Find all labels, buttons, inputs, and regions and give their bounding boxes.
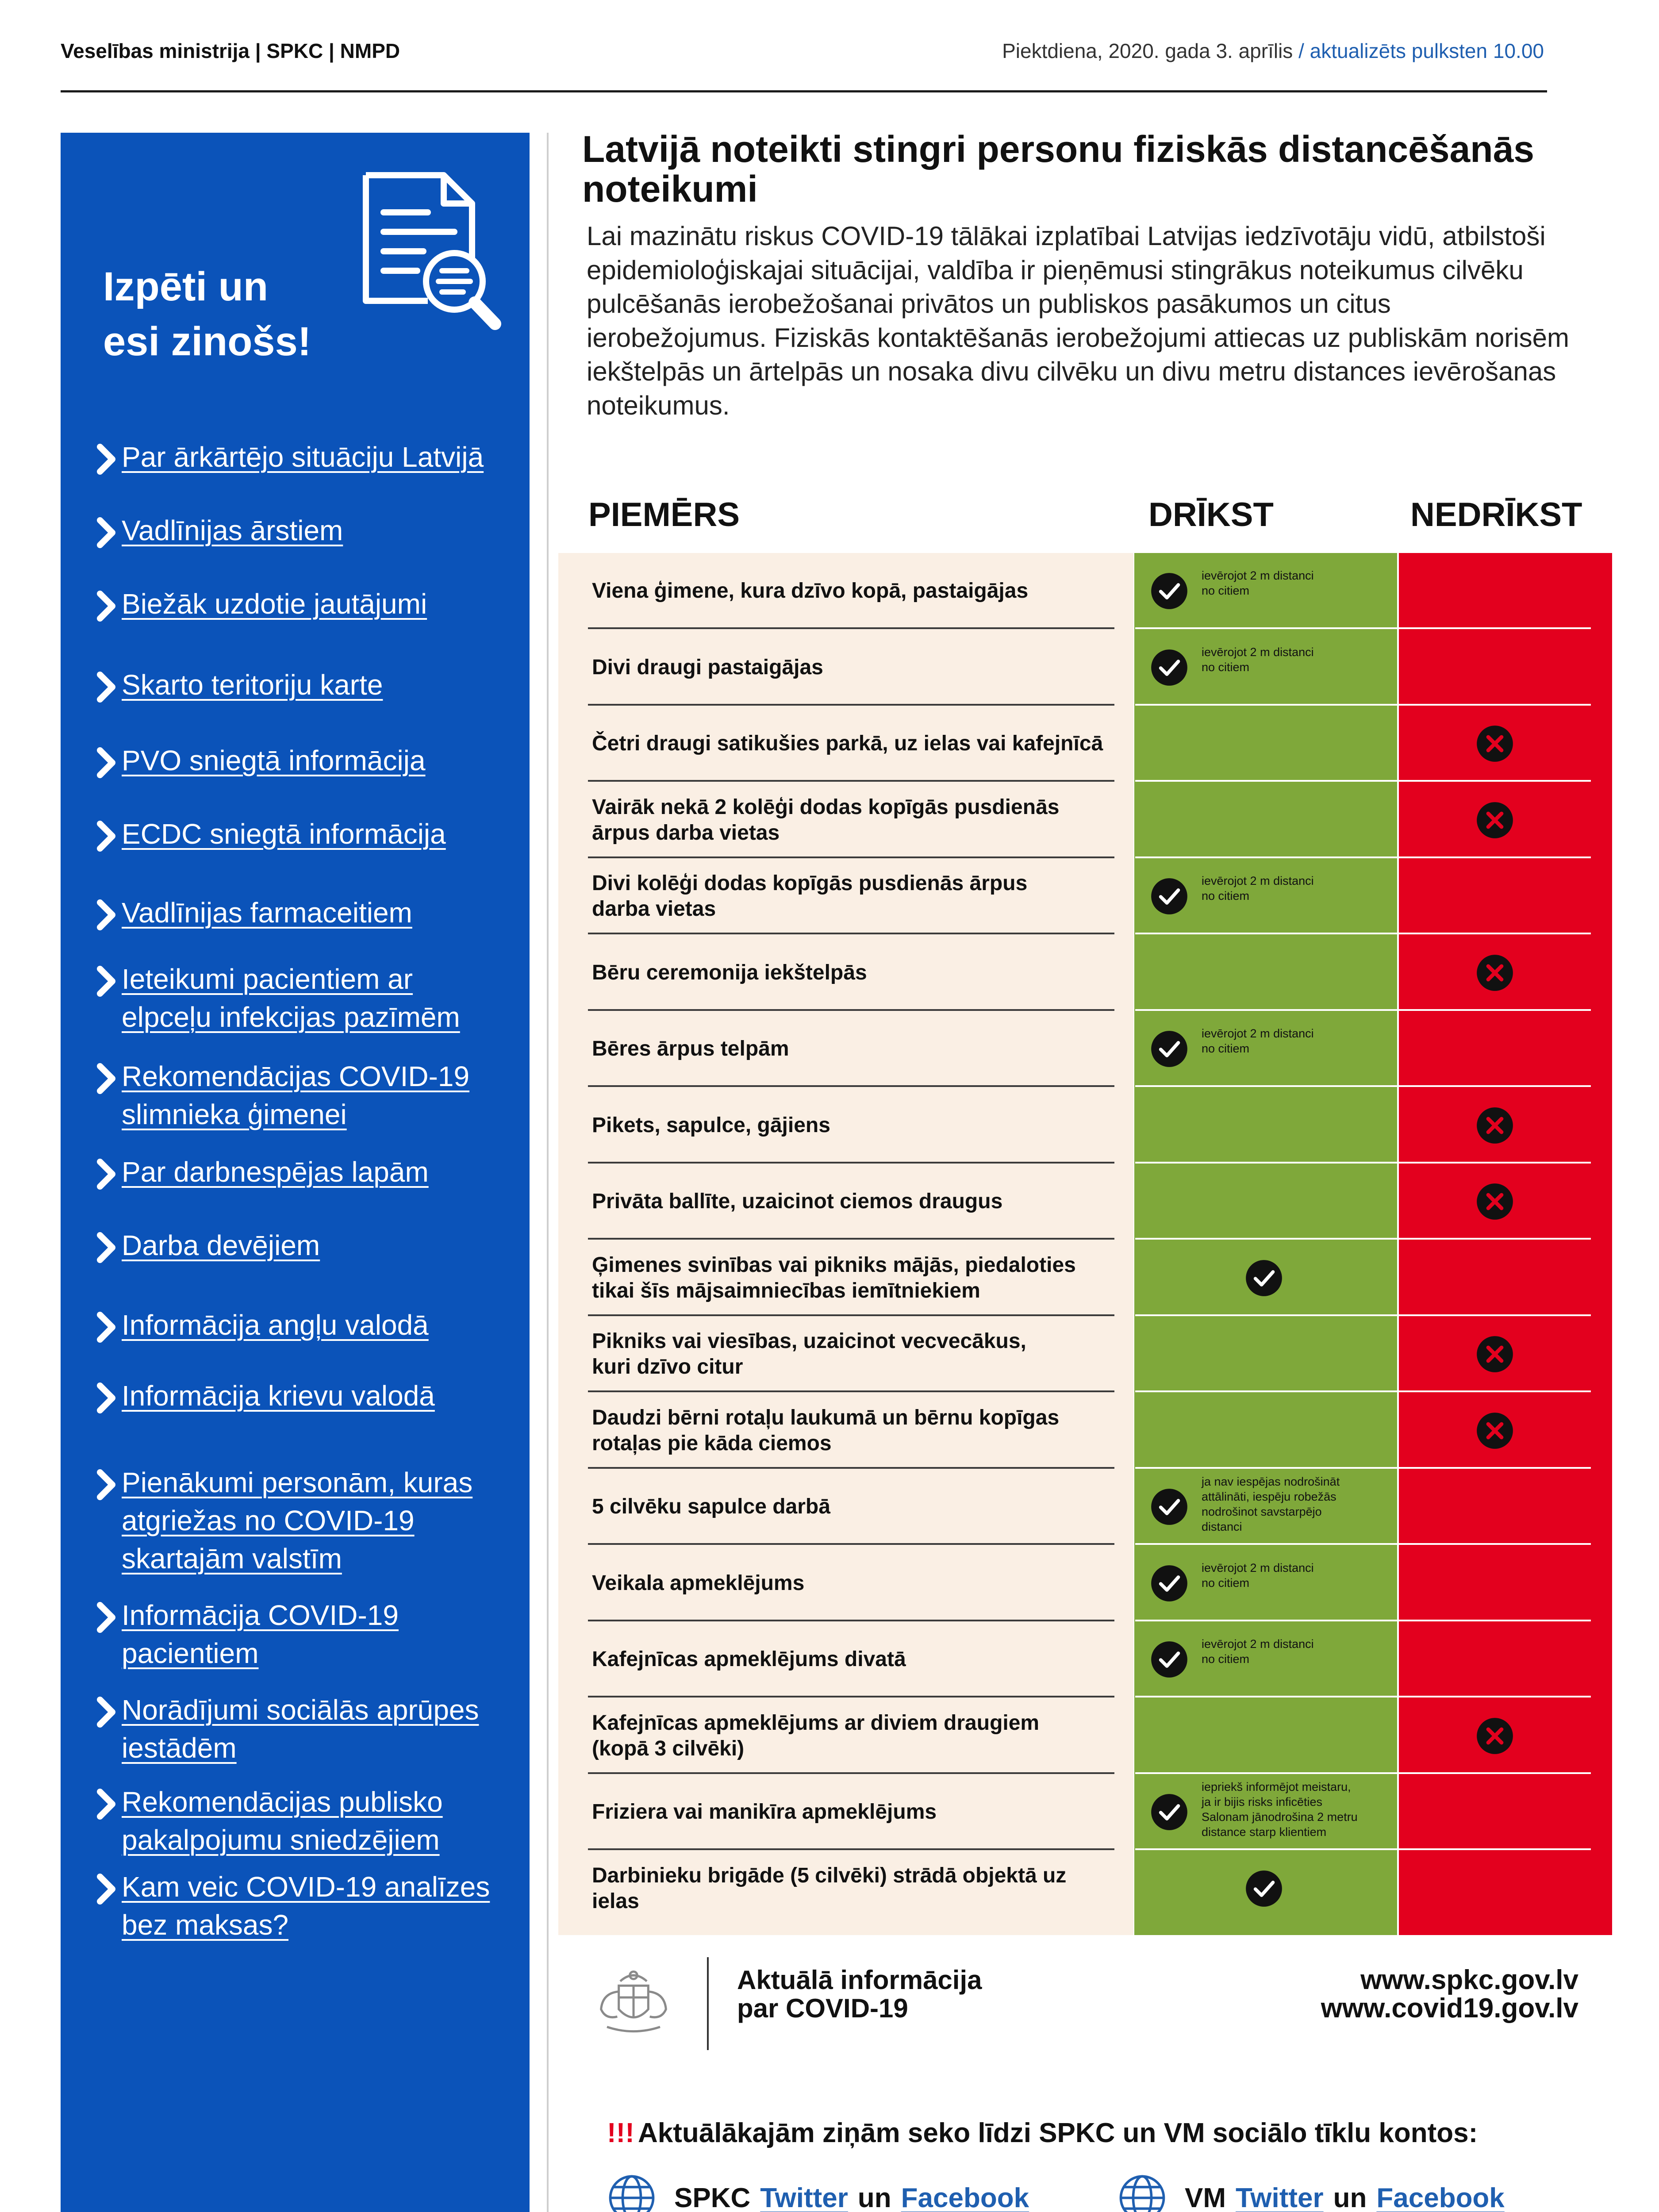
cross-icon: [1476, 1106, 1514, 1144]
table-row: [558, 1240, 1612, 1316]
sidebar-link-label[interactable]: Informācija angļu valodā: [122, 1309, 429, 1341]
chevron-right-icon: [91, 1380, 122, 1416]
sidebar-link-label[interactable]: Ieteikumi pacientiem ar elpceļu infekcijas pazīmēm: [122, 963, 460, 1033]
check-icon: [1150, 1488, 1188, 1526]
footer-websites[interactable]: www.spkc.gov.lv www.covid19.gov.lv: [1321, 1965, 1578, 2024]
table-row: [558, 630, 1612, 706]
chevron-right-icon: [91, 1156, 122, 1192]
sidebar-link-ecdc[interactable]: [91, 815, 446, 854]
row-divider: [588, 1009, 1114, 1011]
row-divider: [1135, 1620, 1591, 1621]
row-divider: [1135, 1772, 1591, 1774]
header-date: Piektdiena, 2020. gada 3. aprīlis: [1002, 39, 1293, 62]
example-text: Pikniks vai viesības, uzaicinot vecvecākus, kuri dzīvo citur: [592, 1329, 1026, 1379]
sidebar-link-label[interactable]: ECDC sniegtā informācija: [122, 818, 446, 850]
chevron-right-icon: [91, 964, 122, 999]
chevron-right-icon: [91, 745, 122, 780]
intro-paragraph: Lai mazinātu riskus COVID-19 tālākai izplatībai Latvijas iedzīvotāju vidū, atbilstoši epidemioloģiskajai situācijai, valdība ir pieņēmusi stingrākus noteikumus cilvēku pulcēšanās ierobežošanai privātos un publiskos pasākumos un citus ierobežojumus. Fiziskās kontaktēšanās ierobežojumi attiecas uz publiskām norisēm iekštelpās un ārtelpās un nosaka divu cilvēku un divu metru distances ievērošanas noteikumus.: [587, 221, 1569, 420]
row-divider: [588, 1620, 1114, 1621]
row-divider: [1135, 1696, 1591, 1697]
row-divider: [588, 1390, 1114, 1392]
social-group-spkc: [607, 2173, 1039, 2212]
allowed-note: ievērojot 2 m distanci no citiem: [1202, 1027, 1314, 1055]
facebook-link[interactable]: Facebook: [901, 2182, 1029, 2212]
check-icon: [1150, 1793, 1188, 1831]
table-row: [558, 1316, 1612, 1392]
row-divider: [588, 1085, 1114, 1087]
row-divider: [1135, 1543, 1591, 1545]
chevron-right-icon: [91, 1871, 122, 1907]
table-row: [558, 553, 1612, 629]
example-text: Friziera vai manikīra apmeklējums: [592, 1800, 937, 1824]
row-divider: [588, 1543, 1114, 1545]
globe-icon: [607, 2173, 657, 2212]
table-row: [558, 1698, 1612, 1774]
example-text: Pikets, sapulce, gājiens: [592, 1113, 830, 1137]
row-divider: [588, 627, 1114, 629]
example-text: Privāta ballīte, uzaicinot ciemos draugus: [592, 1190, 1003, 1213]
chevron-right-icon: [91, 1310, 122, 1345]
chevron-right-icon: [91, 897, 122, 933]
example-text: Divi kolēģi dodas kopīgās pusdienās ārpus darba vietas: [592, 872, 1028, 921]
social-org: SPKC: [674, 2182, 751, 2212]
chevron-right-icon: [91, 1786, 122, 1822]
example-text: Vairāk nekā 2 kolēģi dodas kopīgās pusdienās ārpus darba vietas: [592, 795, 1060, 845]
footer-divider: [707, 1957, 709, 2050]
example-text: Četri draugi satikušies parkā, uz ielas vai kafejnīcā: [592, 732, 1103, 755]
header-updated: / aktualizēts pulksten 10.00: [1293, 39, 1544, 62]
social-group-vm: [1118, 2173, 1514, 2212]
row-divider: [1135, 1009, 1591, 1011]
social-org: VM: [1185, 2182, 1226, 2212]
check-icon: [1150, 1564, 1188, 1602]
sidebar-link-patients-respiratory[interactable]: [91, 960, 460, 1036]
table-row: [558, 1393, 1612, 1469]
table-row: [558, 1469, 1612, 1545]
sidebar-link-label[interactable]: Darba devējiem: [122, 1229, 320, 1261]
sidebar-link-label[interactable]: Informācija krievu valodā: [122, 1380, 435, 1412]
column-header-allowed: DRĪKST: [1148, 496, 1274, 534]
row-divider: [1135, 933, 1591, 934]
sidebar-link-social-care[interactable]: [91, 1691, 479, 1767]
social-heading-mark: !!!: [607, 2118, 634, 2148]
allowed-note: ievērojot 2 m distanci no citiem: [1202, 874, 1314, 902]
allowed-note: ievērojot 2 m distanci no citiem: [1202, 1561, 1314, 1590]
chevron-right-icon: [91, 818, 122, 854]
chevron-right-icon: [91, 442, 122, 477]
sidebar-link-label[interactable]: Vadlīnijas farmaceitiem: [122, 897, 412, 929]
header-date-line: [1002, 39, 1544, 63]
sidebar-link-label[interactable]: Norādījumi sociālās aprūpes iestādēm: [122, 1694, 479, 1764]
example-text: Ģimenes svinības vai pikniks mājās, piedaloties tikai šīs mājsaimniecības iemītniekiem: [592, 1253, 1076, 1302]
example-text: Veikala apmeklējums: [592, 1571, 805, 1595]
example-text: Kafejnīcas apmeklējums divatā: [592, 1647, 906, 1671]
sidebar-link-label[interactable]: Pienākumi personām, kuras atgriežas no COVID-19 skartajām valstīm: [122, 1467, 473, 1575]
sidebar-link-free-tests[interactable]: [91, 1868, 490, 1944]
row-divider: [588, 1467, 1114, 1469]
sidebar-link-russian[interactable]: [91, 1377, 435, 1416]
example-text: 5 cilvēku sapulce darbā: [592, 1495, 830, 1518]
row-divider: [588, 1238, 1114, 1240]
chevron-right-icon: [91, 1467, 122, 1502]
cross-icon: [1476, 1183, 1514, 1221]
facebook-link[interactable]: Facebook: [1376, 2182, 1505, 2212]
chevron-right-icon: [91, 588, 122, 624]
example-text: Divi draugi pastaigājas: [592, 655, 823, 679]
chevron-right-icon: [91, 1600, 122, 1635]
sidebar-link-label[interactable]: Par darbnespējas lapām: [122, 1156, 429, 1188]
cross-icon: [1476, 725, 1514, 763]
table-row: [558, 1087, 1612, 1164]
sidebar-link-emergency[interactable]: [91, 438, 484, 477]
check-icon: [1245, 1259, 1283, 1297]
example-text: Kafejnīcas apmeklējums ar diviem draugiem (kopā 3 cilvēki): [592, 1711, 1040, 1760]
sidebar-title: Izpēti un esi zinošs!: [103, 264, 311, 364]
table-row: [558, 1011, 1612, 1087]
sidebar-link-family-recommendations[interactable]: [91, 1057, 469, 1133]
sidebar-link-faq[interactable]: [91, 585, 427, 624]
sidebar-link-who[interactable]: [91, 741, 426, 780]
row-divider: [1135, 1162, 1591, 1164]
header-divider: [61, 90, 1547, 92]
example-text: Daudzi bērni rotaļu laukumā un bērnu kopīgas rotaļas pie kāda ciemos: [592, 1406, 1060, 1455]
chevron-right-icon: [91, 1694, 122, 1730]
check-icon: [1150, 877, 1188, 915]
cross-icon: [1476, 801, 1514, 839]
header-organizations: Veselības ministrija | SPKC | NMPD: [61, 39, 400, 62]
table-row: [558, 782, 1612, 858]
row-divider: [1135, 1467, 1591, 1469]
check-icon: [1245, 1870, 1283, 1908]
row-divider: [588, 933, 1114, 934]
sidebar-link-label[interactable]: Par ārkārtējo situāciju Latvijā: [122, 441, 484, 473]
check-icon: [1150, 572, 1188, 610]
cross-icon: [1476, 1412, 1514, 1450]
cross-icon: [1476, 1717, 1514, 1755]
footer-subtitle: Aktuālā informācija par COVID-19: [737, 1965, 982, 2023]
row-divider: [1135, 1390, 1591, 1392]
row-divider: [588, 1848, 1114, 1850]
table-row: [558, 706, 1612, 782]
chevron-right-icon: [91, 1230, 122, 1265]
page-title: Latvijā noteikti stingri personu fiziskās distancēšanās noteikumi: [582, 128, 1535, 210]
row-divider: [1135, 1238, 1591, 1240]
sidebar-link-label[interactable]: Skarto teritoriju karte: [122, 669, 383, 701]
sidebar-link-label[interactable]: Rekomendācijas publisko pakalpojumu sniedzējiem: [122, 1786, 443, 1856]
chevron-right-icon: [91, 1061, 122, 1096]
allowed-note: ievērojot 2 m distanci no citiem: [1202, 1637, 1314, 1666]
sidebar-link-label[interactable]: Kam veic COVID-19 analīzes bez maksas?: [122, 1871, 490, 1941]
chevron-right-icon: [91, 669, 122, 705]
row-divider: [1135, 1314, 1591, 1316]
document-search-icon: [339, 168, 516, 336]
chevron-right-icon: [91, 515, 122, 550]
row-divider: [588, 1314, 1114, 1316]
row-divider: [588, 1696, 1114, 1697]
latvia-coat-of-arms-icon: [589, 1964, 678, 2039]
allowed-note: ievērojot 2 m distanci no citiem: [1202, 645, 1314, 674]
column-header-example: PIEMĒRS: [588, 496, 740, 534]
table-row: [558, 1621, 1612, 1697]
social-heading-text: Aktuālākajām ziņām seko līdzi SPKC un VM sociālo tīklu kontos:: [637, 2118, 1478, 2148]
sidebar: [61, 133, 530, 2212]
row-divider: [1135, 1848, 1591, 1850]
check-icon: [1150, 649, 1188, 687]
row-divider: [588, 1772, 1114, 1774]
allowed-note: iepriekš informējot meistaru, ja ir bijis risks inficēties Salonam jānodrošina 2 metru distance starp klientiem: [1202, 1780, 1358, 1839]
row-divider: [1135, 856, 1591, 858]
row-divider: [588, 704, 1114, 706]
sidebar-link-doctor-guidelines[interactable]: [91, 511, 343, 550]
column-divider: [547, 133, 549, 2212]
sidebar-link-map[interactable]: [91, 666, 383, 705]
sidebar-link-label[interactable]: Informācija COVID-19 pacientiem: [122, 1599, 399, 1669]
sidebar-link-label[interactable]: Vadlīnijas ārstiem: [122, 515, 343, 546]
column-header-forbidden: NEDRĪKST: [1410, 496, 1582, 534]
row-divider: [588, 856, 1114, 858]
example-text: Darbinieku brigāde (5 cilvēki) strādā objektā uz ielas: [592, 1863, 1067, 1913]
twitter-link[interactable]: Twitter: [760, 2182, 848, 2212]
sidebar-link-employers[interactable]: [91, 1226, 320, 1265]
row-divider: [588, 1162, 1114, 1164]
table-row: [558, 858, 1612, 934]
table-row: [558, 1774, 1612, 1850]
globe-icon: [1118, 2173, 1167, 2212]
sidebar-link-label[interactable]: PVO sniegtā informācija: [122, 745, 426, 776]
sidebar-link-public-services[interactable]: [91, 1783, 443, 1859]
sidebar-link-covid-patients[interactable]: [91, 1596, 399, 1672]
table-row: [558, 1164, 1612, 1240]
sidebar-link-label[interactable]: Biežāk uzdotie jautājumi: [122, 588, 427, 620]
check-icon: [1150, 1030, 1188, 1068]
example-text: Viena ģimene, kura dzīvo kopā, pastaigājas: [592, 579, 1029, 603]
example-text: Bēres ārpus telpām: [592, 1037, 789, 1060]
allowed-note: ievērojot 2 m distanci no citiem: [1202, 569, 1314, 597]
social-heading: [607, 2117, 1478, 2149]
social-and: un: [1333, 2182, 1367, 2212]
row-divider: [1135, 1085, 1591, 1087]
row-divider: [588, 780, 1114, 782]
table-row: [558, 1545, 1612, 1621]
row-divider: [1135, 704, 1591, 706]
row-divider: [1135, 780, 1591, 782]
row-divider: [1135, 627, 1591, 629]
twitter-link[interactable]: Twitter: [1236, 2182, 1324, 2212]
check-icon: [1150, 1640, 1188, 1678]
sidebar-link-pharmacists[interactable]: [91, 894, 412, 933]
example-text: Bēru ceremonija iekštelpās: [592, 960, 867, 984]
sidebar-link-english[interactable]: [91, 1306, 429, 1345]
table-row: [558, 935, 1612, 1011]
cross-icon: [1476, 1335, 1514, 1373]
sidebar-link-label[interactable]: Rekomendācijas COVID-19 slimnieka ģimenei: [122, 1060, 470, 1130]
social-and: un: [857, 2182, 891, 2212]
cross-icon: [1476, 954, 1514, 992]
sidebar-link-sick-leave[interactable]: [91, 1153, 429, 1192]
sidebar-link-returning-persons[interactable]: [91, 1463, 472, 1578]
allowed-note: ja nav iespējas nodrošināt attālināti, iespēju robežās nodrošinot savstarpējo distanci: [1202, 1475, 1340, 1533]
table-row: [558, 1851, 1612, 1927]
